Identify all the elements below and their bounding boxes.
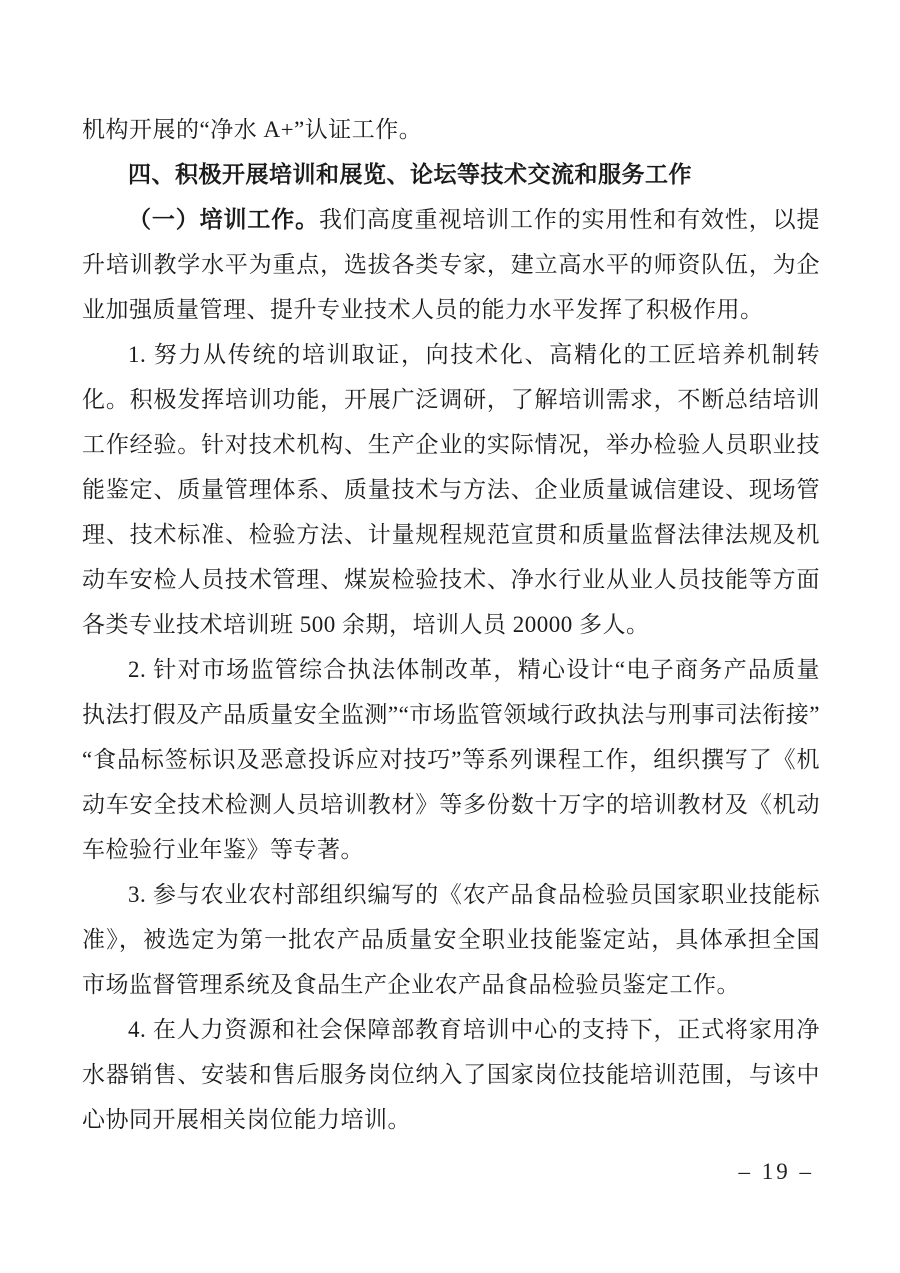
paragraph-lead: （一）培训工作。 [128,207,319,232]
document-content [82,107,820,1142]
paragraph-item-2: 2. 针对市场监管综合执法体制改革，精心设计“电子商务产品质量执法打假及产品质量安全监测”“市场监管领域行政执法与刑事司法衔接”“食品标签标识及恶意投诉应对技巧”等系列课程工作，组织撰写了《机动车安全技术检测人员培训教材》等多份数十万字的培训教材及《机动车检验行业年鉴》等专著。 [82,657,820,862]
paragraph-item-3: 3. 参与农业农村部组织编写的《农产品食品检验员国家职业技能标准》，被选定为第一批农产品质量安全职业技能鉴定站，具体承担全国市场监督管理系统及食品生产企业农产品食品检验员鉴定工作。 [82,882,820,997]
page-number: – 19 – [738,1159,814,1184]
paragraph-item-4: 4. 在人力资源和社会保障部教育培训中心的支持下，正式将家用净水器销售、安装和售后服务岗位纳入了国家岗位技能培训范围，与该中心协同开展相关岗位能力培训。 [82,1017,820,1132]
section-heading: 四、积极开展培训和展览、论坛等技术交流和服务工作 [128,161,692,187]
paragraph-training-overview [82,197,820,332]
paragraph-body-text: 我们高度重视培训工作的实用性和有效性，以提升培训教学水平为重点，选拔各类专家，建立高水平的师资队伍，为企业加强质量管理、提升专业技术人员的能力水平发挥了积极作用。 [82,207,820,322]
paragraph-continuation: 机构开展的“净水 A+”认证工作。 [82,117,423,142]
paragraph-item-1: 1. 努力从传统的培训取证，向技术化、高精化的工匠培养机制转化。积极发挥培训功能，开展广泛调研，了解培训需求，不断总结培训工作经验。针对技术机构、生产企业的实际情况，举办检验人员职业技能鉴定、质量管理体系、质量技术与方法、企业质量诚信建设、现场管理、技术标准、检验方法、计量规程规范宣贯和质量监督法律法规及机动车安检人员技术管理、煤炭检验技术、净水行业从业人员技能等方面各类专业技术培训班 500 余期，培训人员 20000 多人。 [82,342,820,637]
